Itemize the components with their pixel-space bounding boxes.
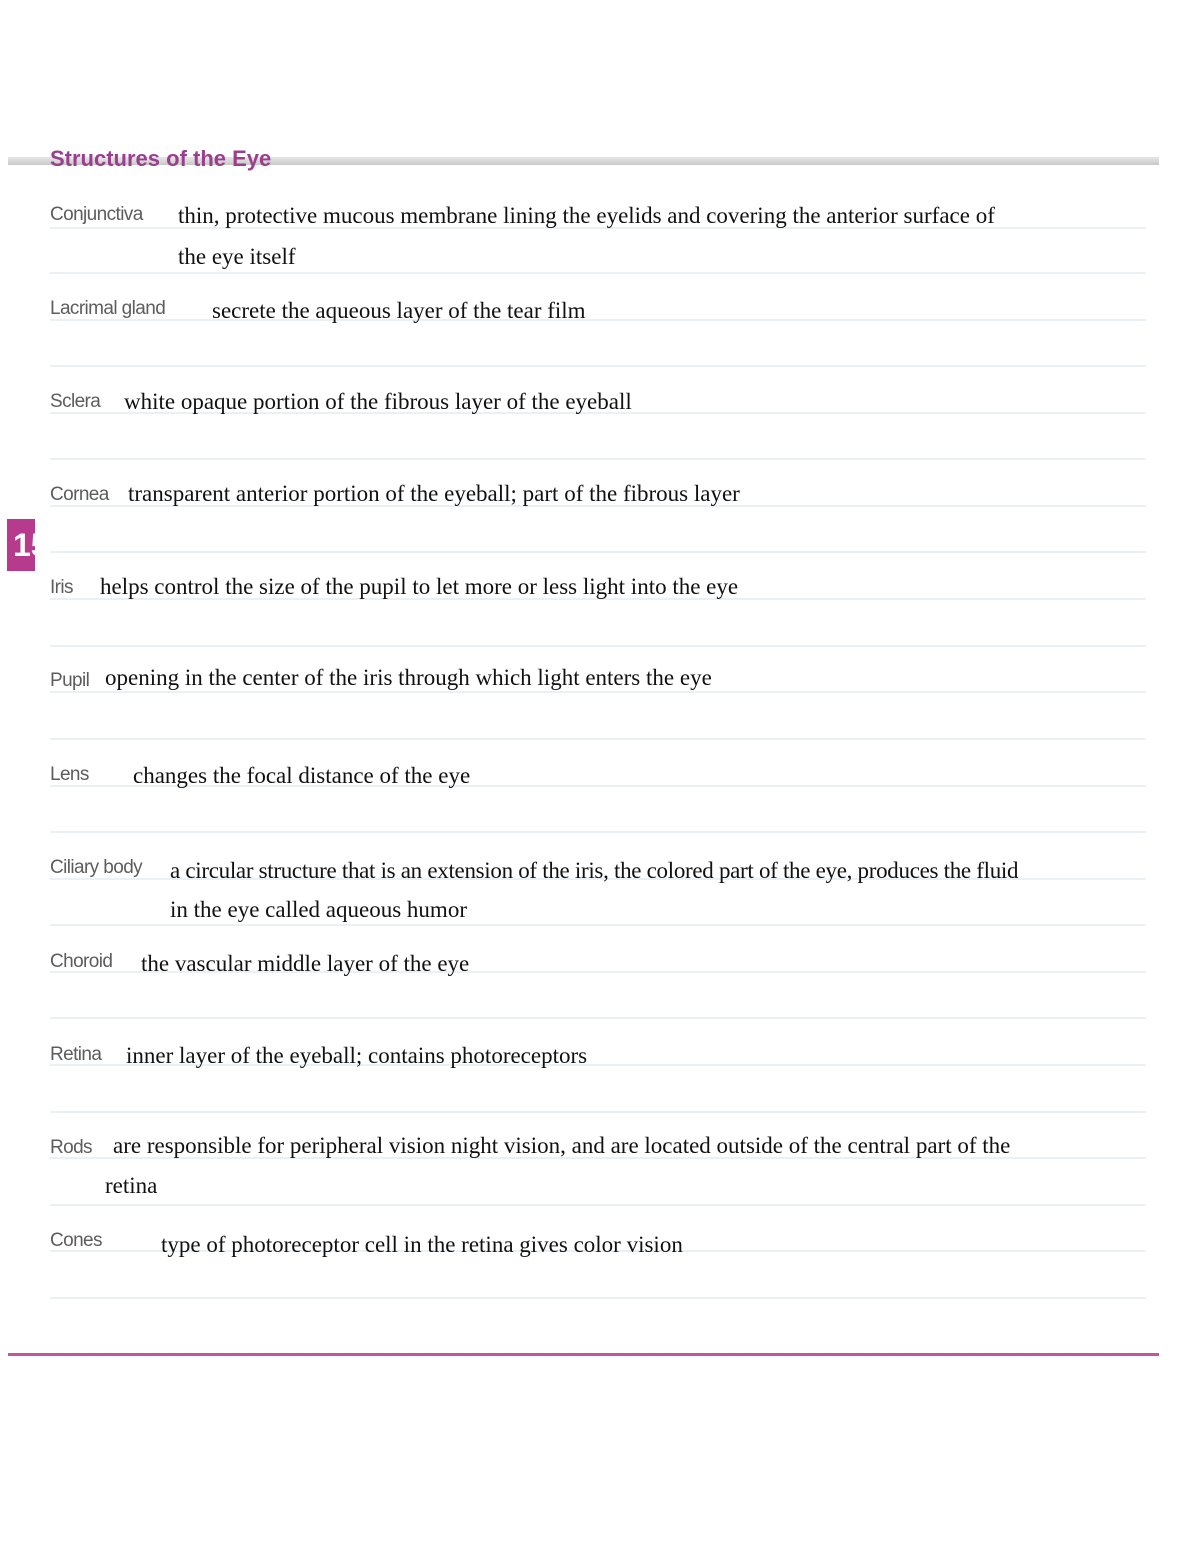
definition-pupil: opening in the center of the iris through which light enters the eye — [105, 665, 712, 690]
definition-sclera: white opaque portion of the fibrous layer of the eyeball — [124, 389, 632, 414]
ruled-line — [50, 551, 1146, 553]
definition-lacrimal-gland: secrete the aqueous layer of the tear film — [212, 298, 586, 323]
term-cones: Cones — [50, 1230, 102, 1251]
definition-conjunctiva-line-2: the eye itself — [178, 244, 296, 269]
definition-rods-line-2: retina — [105, 1173, 158, 1198]
term-retina: Retina — [50, 1044, 102, 1065]
ruled-line — [50, 458, 1146, 460]
ruled-line — [50, 1297, 1146, 1299]
definition-ciliary-body-line-2: in the eye called aqueous humor — [170, 897, 467, 922]
ruled-line — [50, 1204, 1146, 1206]
definition-cones: type of photoreceptor cell in the retina gives color vision — [161, 1232, 683, 1257]
definition-rods-line-1: are responsible for peripheral vision night vision, and are located outside of the central part of the — [113, 1133, 1011, 1158]
term-ciliary-body: Ciliary body — [50, 857, 143, 878]
ruled-line — [50, 365, 1146, 367]
section-heading — [50, 146, 272, 183]
section-heading-text: Structures of the Eye — [50, 146, 272, 171]
term-lacrimal-gland: Lacrimal gland — [50, 298, 166, 319]
chapter-tab — [7, 519, 49, 571]
term-sclera: Sclera — [50, 391, 101, 412]
ruled-line — [50, 1111, 1146, 1113]
definition-lens: changes the focal distance of the eye — [133, 763, 471, 788]
term-choroid: Choroid — [50, 951, 113, 972]
chapter-number: 15 — [13, 527, 49, 563]
term-pupil: Pupil — [50, 670, 90, 691]
definition-retina: inner layer of the eyeball; contains photoreceptors — [126, 1043, 588, 1068]
definition-cornea: transparent anterior portion of the eyeball; part of the fibrous layer — [128, 481, 740, 506]
ruled-line — [50, 738, 1146, 740]
term-iris: Iris — [50, 577, 73, 598]
term-conjunctiva: Conjunctiva — [50, 204, 143, 225]
term-lens: Lens — [50, 764, 89, 785]
term-rods: Rods — [50, 1137, 92, 1158]
definition-conjunctiva-line-1: thin, protective mucous membrane lining the eyelids and covering the anterior surface of — [178, 203, 995, 228]
bottom-rule — [8, 1353, 1159, 1356]
definition-choroid: the vascular middle layer of the eye — [141, 951, 470, 976]
ruled-line — [50, 1017, 1146, 1019]
ruled-line — [50, 645, 1146, 647]
definition-ciliary-body-line-1: a circular structure that is an extension of the iris, the colored part of the eye, produces the fluid — [170, 858, 1019, 883]
term-cornea: Cornea — [50, 484, 109, 505]
ruled-line — [50, 831, 1146, 833]
definition-iris: helps control the size of the pupil to let more or less light into the eye — [100, 574, 739, 599]
